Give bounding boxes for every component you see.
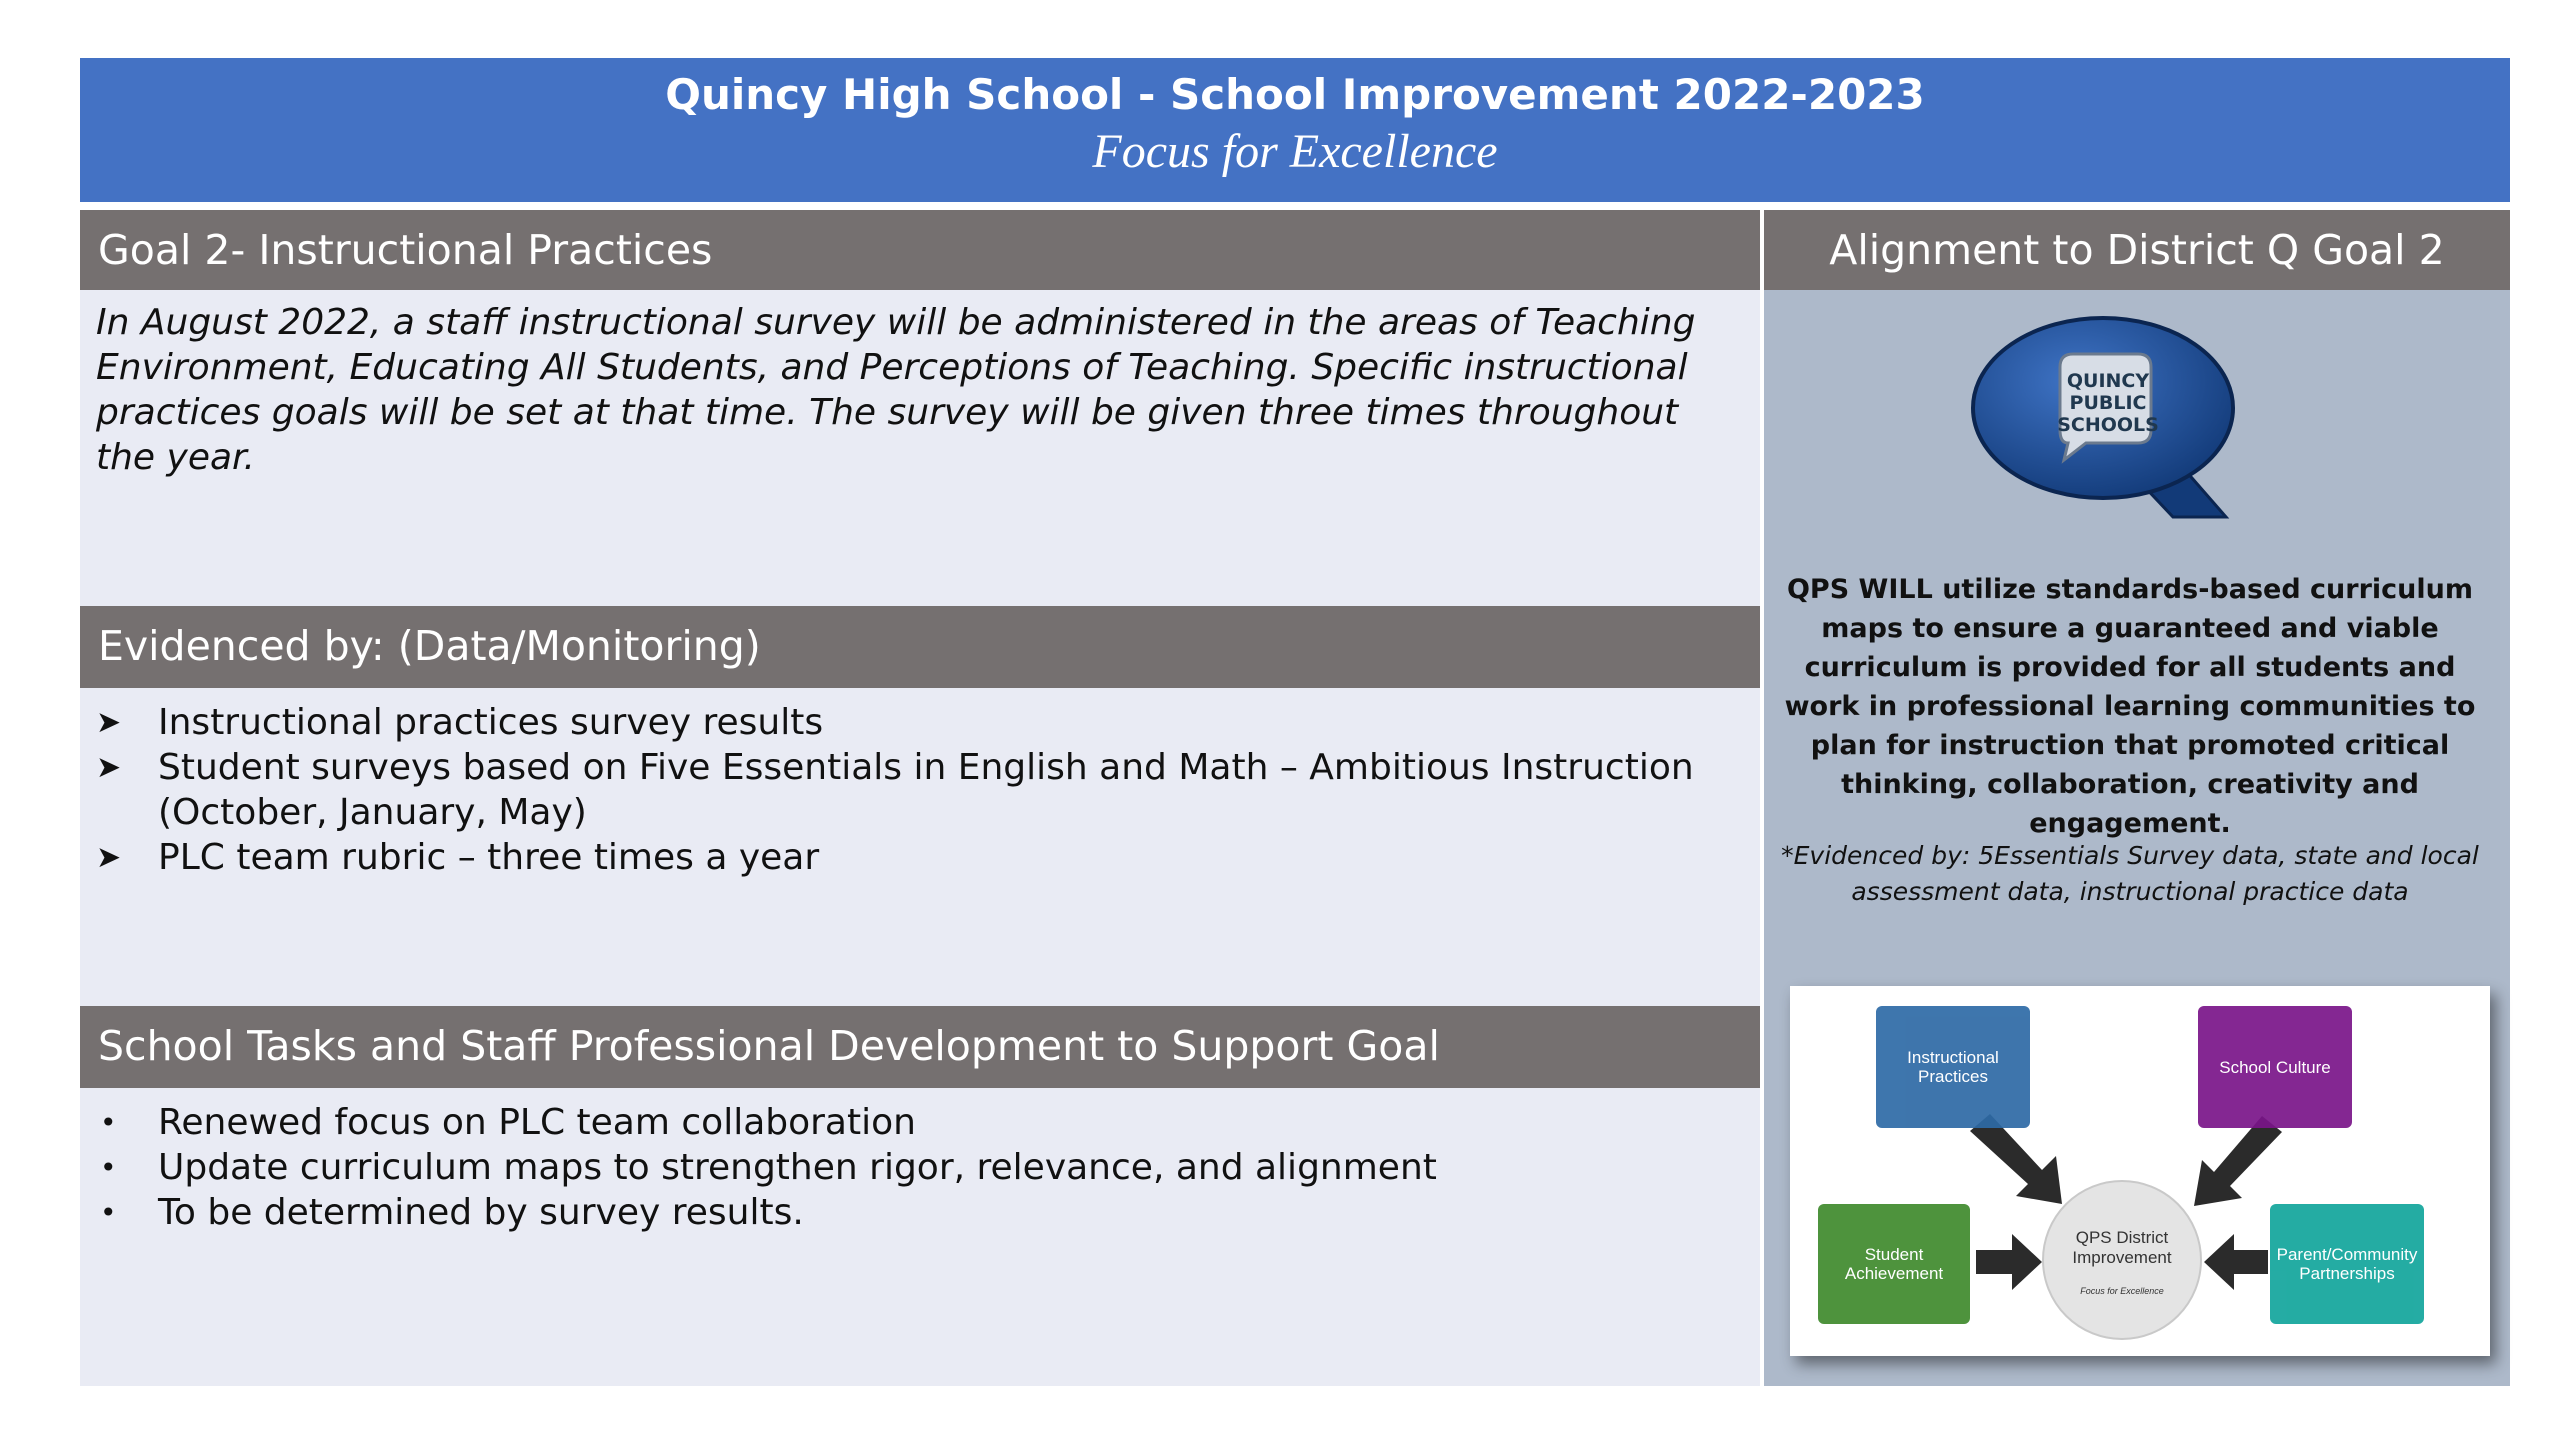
evidence-item-text: Instructional practices survey results (158, 702, 824, 743)
task-item-text: Update curriculum maps to strengthen rigor, relevance, and alignment (158, 1147, 1437, 1188)
tasks-heading: School Tasks and Staff Professional Development to Support Goal (80, 1006, 1760, 1088)
dot-bullet-icon: • (100, 1196, 117, 1229)
dot-bullet-icon: • (100, 1106, 117, 1139)
student-achievement-box: Student Achievement (1818, 1204, 1970, 1324)
logo-text-line: SCHOOLS (2057, 414, 2159, 436)
instructional-practices-box: Instructional Practices (1876, 1006, 2030, 1128)
dot-bullet-icon: • (100, 1151, 117, 1184)
arrowhead-bullet-icon: ➤ (96, 750, 122, 785)
logo-text-line: PUBLIC (2069, 392, 2147, 414)
evidence-list (96, 700, 1776, 880)
list-item (96, 835, 1776, 880)
list-item (96, 1100, 1776, 1145)
district-diagram (1790, 986, 2490, 1356)
hub-subtitle: Focus for Excellence (2080, 1286, 2164, 1296)
evidence-item-text: PLC team rubric – three times a year (158, 837, 820, 878)
alignment-statement: QPS WILL utilize standards-based curriculum maps to ensure a guaranteed and viable curriculum is provided for all students and work in professional learning communities to plan for instruction that promoted critical thinking, collaboration, creativity and engagement. (1784, 574, 2476, 839)
school-culture-box: School Culture (2198, 1006, 2352, 1128)
parent-community-box: Parent/Community Partnerships (2270, 1204, 2424, 1324)
list-item (96, 745, 1776, 835)
task-item-text: To be determined by survey results. (158, 1192, 804, 1233)
tasks-list (96, 1100, 1776, 1235)
list-item (96, 700, 1776, 745)
arrowhead-bullet-icon: ➤ (96, 840, 122, 875)
list-item (96, 1145, 1776, 1190)
page-subtitle: Focus for Excellence (1092, 125, 1498, 178)
task-item-text: Renewed focus on PLC team collaboration (158, 1102, 916, 1143)
district-improvement-hub (2042, 1180, 2202, 1340)
alignment-heading: Alignment to District Q Goal 2 (1764, 210, 2510, 290)
thick-arrow-icon (2194, 1116, 2282, 1206)
title-bar (80, 58, 2510, 202)
hub-title: QPS District Improvement (2072, 1228, 2172, 1267)
goal-heading: Goal 2- Instructional Practices (80, 210, 1760, 290)
page-title: Quincy High School - School Improvement 2022-2023 (665, 70, 1925, 119)
list-item (96, 1190, 1776, 1235)
quincy-logo (1968, 312, 2248, 532)
thick-arrow-icon (2204, 1234, 2268, 1290)
arrowhead-bullet-icon: ➤ (96, 705, 122, 740)
alignment-evidence: *Evidenced by: 5Essentials Survey data, state and local assessment data, instructional practice data (1781, 841, 2479, 906)
evidence-heading: Evidenced by: (Data/Monitoring) (80, 606, 1760, 688)
thick-arrow-icon (1976, 1234, 2042, 1290)
logo-text-line: QUINCY (2066, 370, 2150, 392)
goal-text: In August 2022, a staff instructional survey will be administered in the areas of Teaching Environment, Educating All Students, and Perceptions of Teaching. Specific instructional practices goals will be set at that time. The survey will be given three times throughout the year. (96, 302, 1696, 478)
evidence-item-text: Student surveys based on Five Essentials in English and Math – Ambitious Instruction (October, January, May) (158, 747, 1694, 833)
